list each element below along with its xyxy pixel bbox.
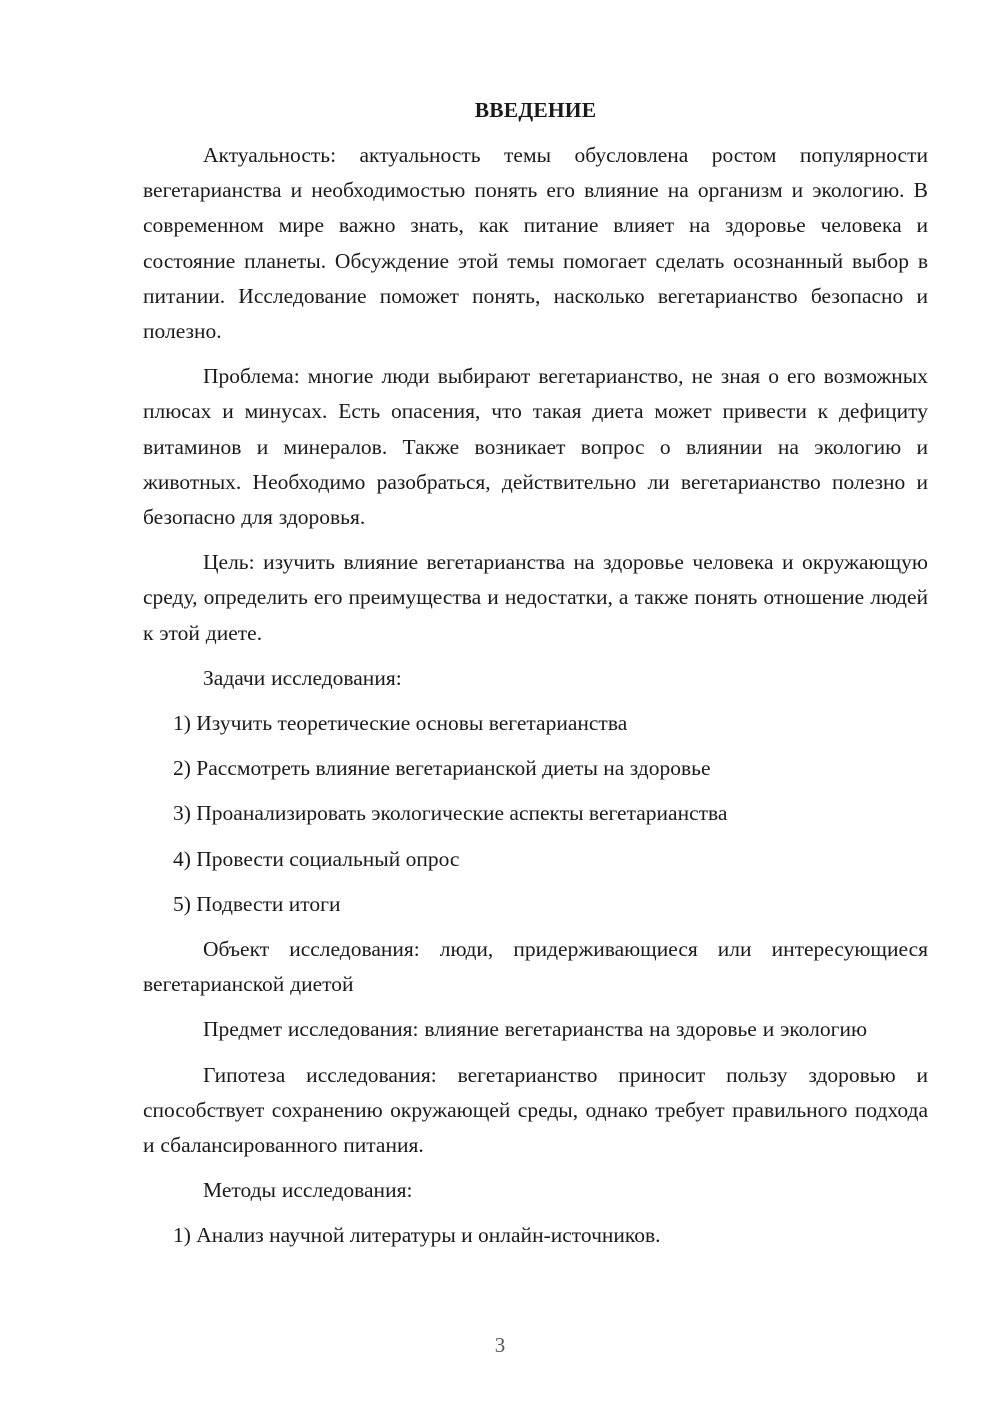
paragraph-tasks-heading: Задачи исследования:: [203, 665, 402, 690]
paragraph-problem: Проблема: многие люди выбирают вегетарианство, не зная о его возможных плюсах и минусах. Есть опасения, что такая диета может привести к дефициту витаминов и минералов. Также возникает вопрос о влиянии на экологию и животных. Необходимо разобраться, действительно ли вегетарианство полезно и безопасно для здоровья.: [143, 364, 928, 530]
task-item-1: 1) Изучить теоретические основы вегетарианства: [173, 711, 628, 736]
task-item-5: 5) Подвести итоги: [173, 891, 341, 916]
paragraph-relevance: Актуальность: актуальность темы обусловлена ростом популярности вегетарианства и необходимостью понять его влияние на организм и экологию. В современном мире важно знать, как питание влияет на здоровье человека и состояние планеты. Обсуждение этой темы помогает сделать осознанный выбор в питании. Исследование поможет понять, насколько вегетарианство безопасно и полезно.: [143, 143, 928, 344]
task-item-2: 2) Рассмотреть влияние вегетарианской диеты на здоровье: [173, 756, 711, 781]
document-page: [143, 92, 928, 1254]
task-item-4: 4) Провести социальный опрос: [173, 846, 460, 871]
method-item-1: 1) Анализ научной литературы и онлайн-источников.: [173, 1223, 661, 1248]
paragraph-methods-heading: Методы исследования:: [203, 1178, 413, 1203]
paragraph-hypothesis: Гипотеза исследования: вегетарианство приносит пользу здоровью и способствует сохранению окружающей среды, однако требует правильного подхода и сбалансированного питания.: [143, 1062, 928, 1158]
page-title: ВВЕДЕНИЕ: [474, 98, 597, 122]
paragraph-subject: Предмет исследования: влияние вегетарианства на здоровье и экологию: [203, 1017, 868, 1042]
paragraph-object: Объект исследования: люди, придерживающиеся или интересующиеся вегетарианской диетой: [143, 937, 928, 997]
task-item-3: 3) Проанализировать экологические аспекты вегетарианства: [173, 801, 728, 826]
page-number: 3: [494, 1333, 506, 1357]
paragraph-goal: Цель: изучить влияние вегетарианства на здоровье человека и окружающую среду, определить его преимущества и недостатки, а также понять отношение людей к этой диете.: [143, 550, 928, 645]
